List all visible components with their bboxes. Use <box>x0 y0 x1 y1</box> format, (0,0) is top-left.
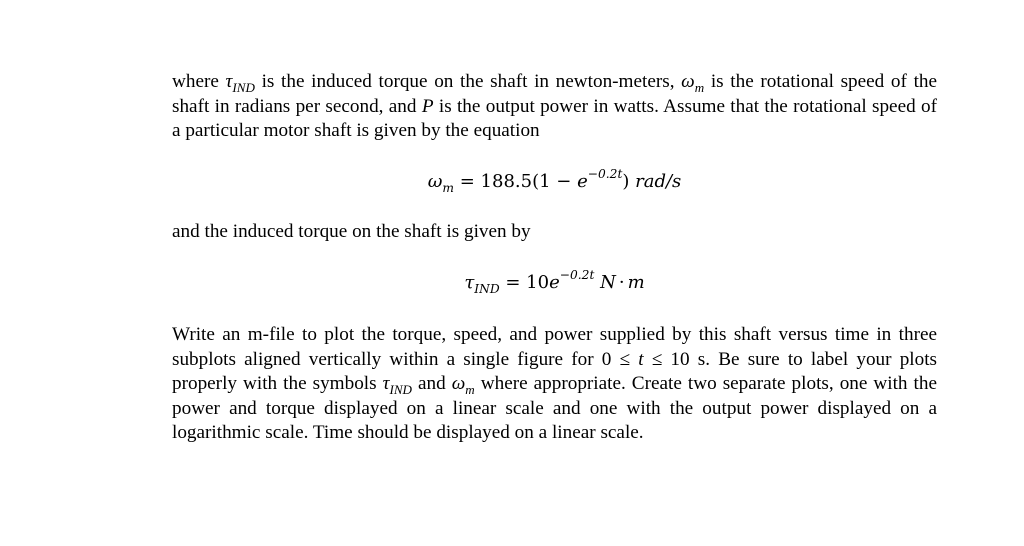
tau-symbol: $\tau_{IND}$ <box>464 271 500 296</box>
unit-meter: m <box>627 271 645 293</box>
text-run: where <box>172 71 226 92</box>
text-run: is the rotational speed of the shaft in radians per second, and <box>172 71 938 117</box>
tau-subscript: IND <box>232 80 255 96</box>
text-run: is the induced torque on the shaft in newton-meters, <box>254 71 682 92</box>
equation-close: ) <box>622 170 636 192</box>
omega-subscript: m <box>465 382 475 398</box>
tau-subscript: IND <box>389 382 412 398</box>
omega-symbol: $\omega_m$ <box>427 170 455 195</box>
tau-subscript: IND <box>474 281 500 296</box>
task-paragraph <box>172 323 937 446</box>
omega-symbol: $\omega_m$ <box>451 373 475 398</box>
tau-symbol: $\tau_{IND}$ <box>225 71 255 96</box>
exp-base: e <box>549 271 560 293</box>
text-run: is the output power in watts. Assume that the rotational speed of a particular motor shaft is given by the equation <box>172 95 937 141</box>
document-page <box>172 70 937 446</box>
omega-subscript: m <box>442 180 455 195</box>
speed-unit: rad/s <box>635 170 682 192</box>
text-run: Write an m-file to plot the torque, speed, and power supplied by this shaft versus time in three subplots aligned vertically within a single figure for 0 ≤ <box>172 324 937 370</box>
text-run: ≤ 10 s. Be sure to label your plots properly with the symbols <box>172 348 938 394</box>
power-symbol: P <box>421 95 434 117</box>
exponent: −0.2t <box>587 166 623 181</box>
text-run: where appropriate. Create two separate plots, one with the power and torque displayed on a linear scale and one with the output power displayed on a logarithmic scale. Time should be displayed on a linear scale. <box>172 373 937 443</box>
omega-symbol: $\omega_m$ <box>681 71 705 96</box>
intro-paragraph <box>172 70 937 144</box>
speed-equation <box>172 166 937 195</box>
torque-equation <box>172 267 937 296</box>
torque-intro-paragraph: and the induced torque on the shaft is given by <box>172 221 531 242</box>
exp-base: e <box>577 170 588 192</box>
tau-symbol: $\tau_{IND}$ <box>382 373 412 398</box>
unit-dot: · <box>618 271 625 293</box>
unit-newton: N <box>600 271 616 293</box>
time-symbol: t <box>638 348 644 370</box>
omega-subscript: m <box>694 80 705 96</box>
exponent: −0.2t <box>559 267 595 282</box>
equation-body: = 10 <box>499 271 550 293</box>
text-run: and <box>411 373 452 394</box>
equation-body: = 188.5(1 − <box>454 170 578 192</box>
